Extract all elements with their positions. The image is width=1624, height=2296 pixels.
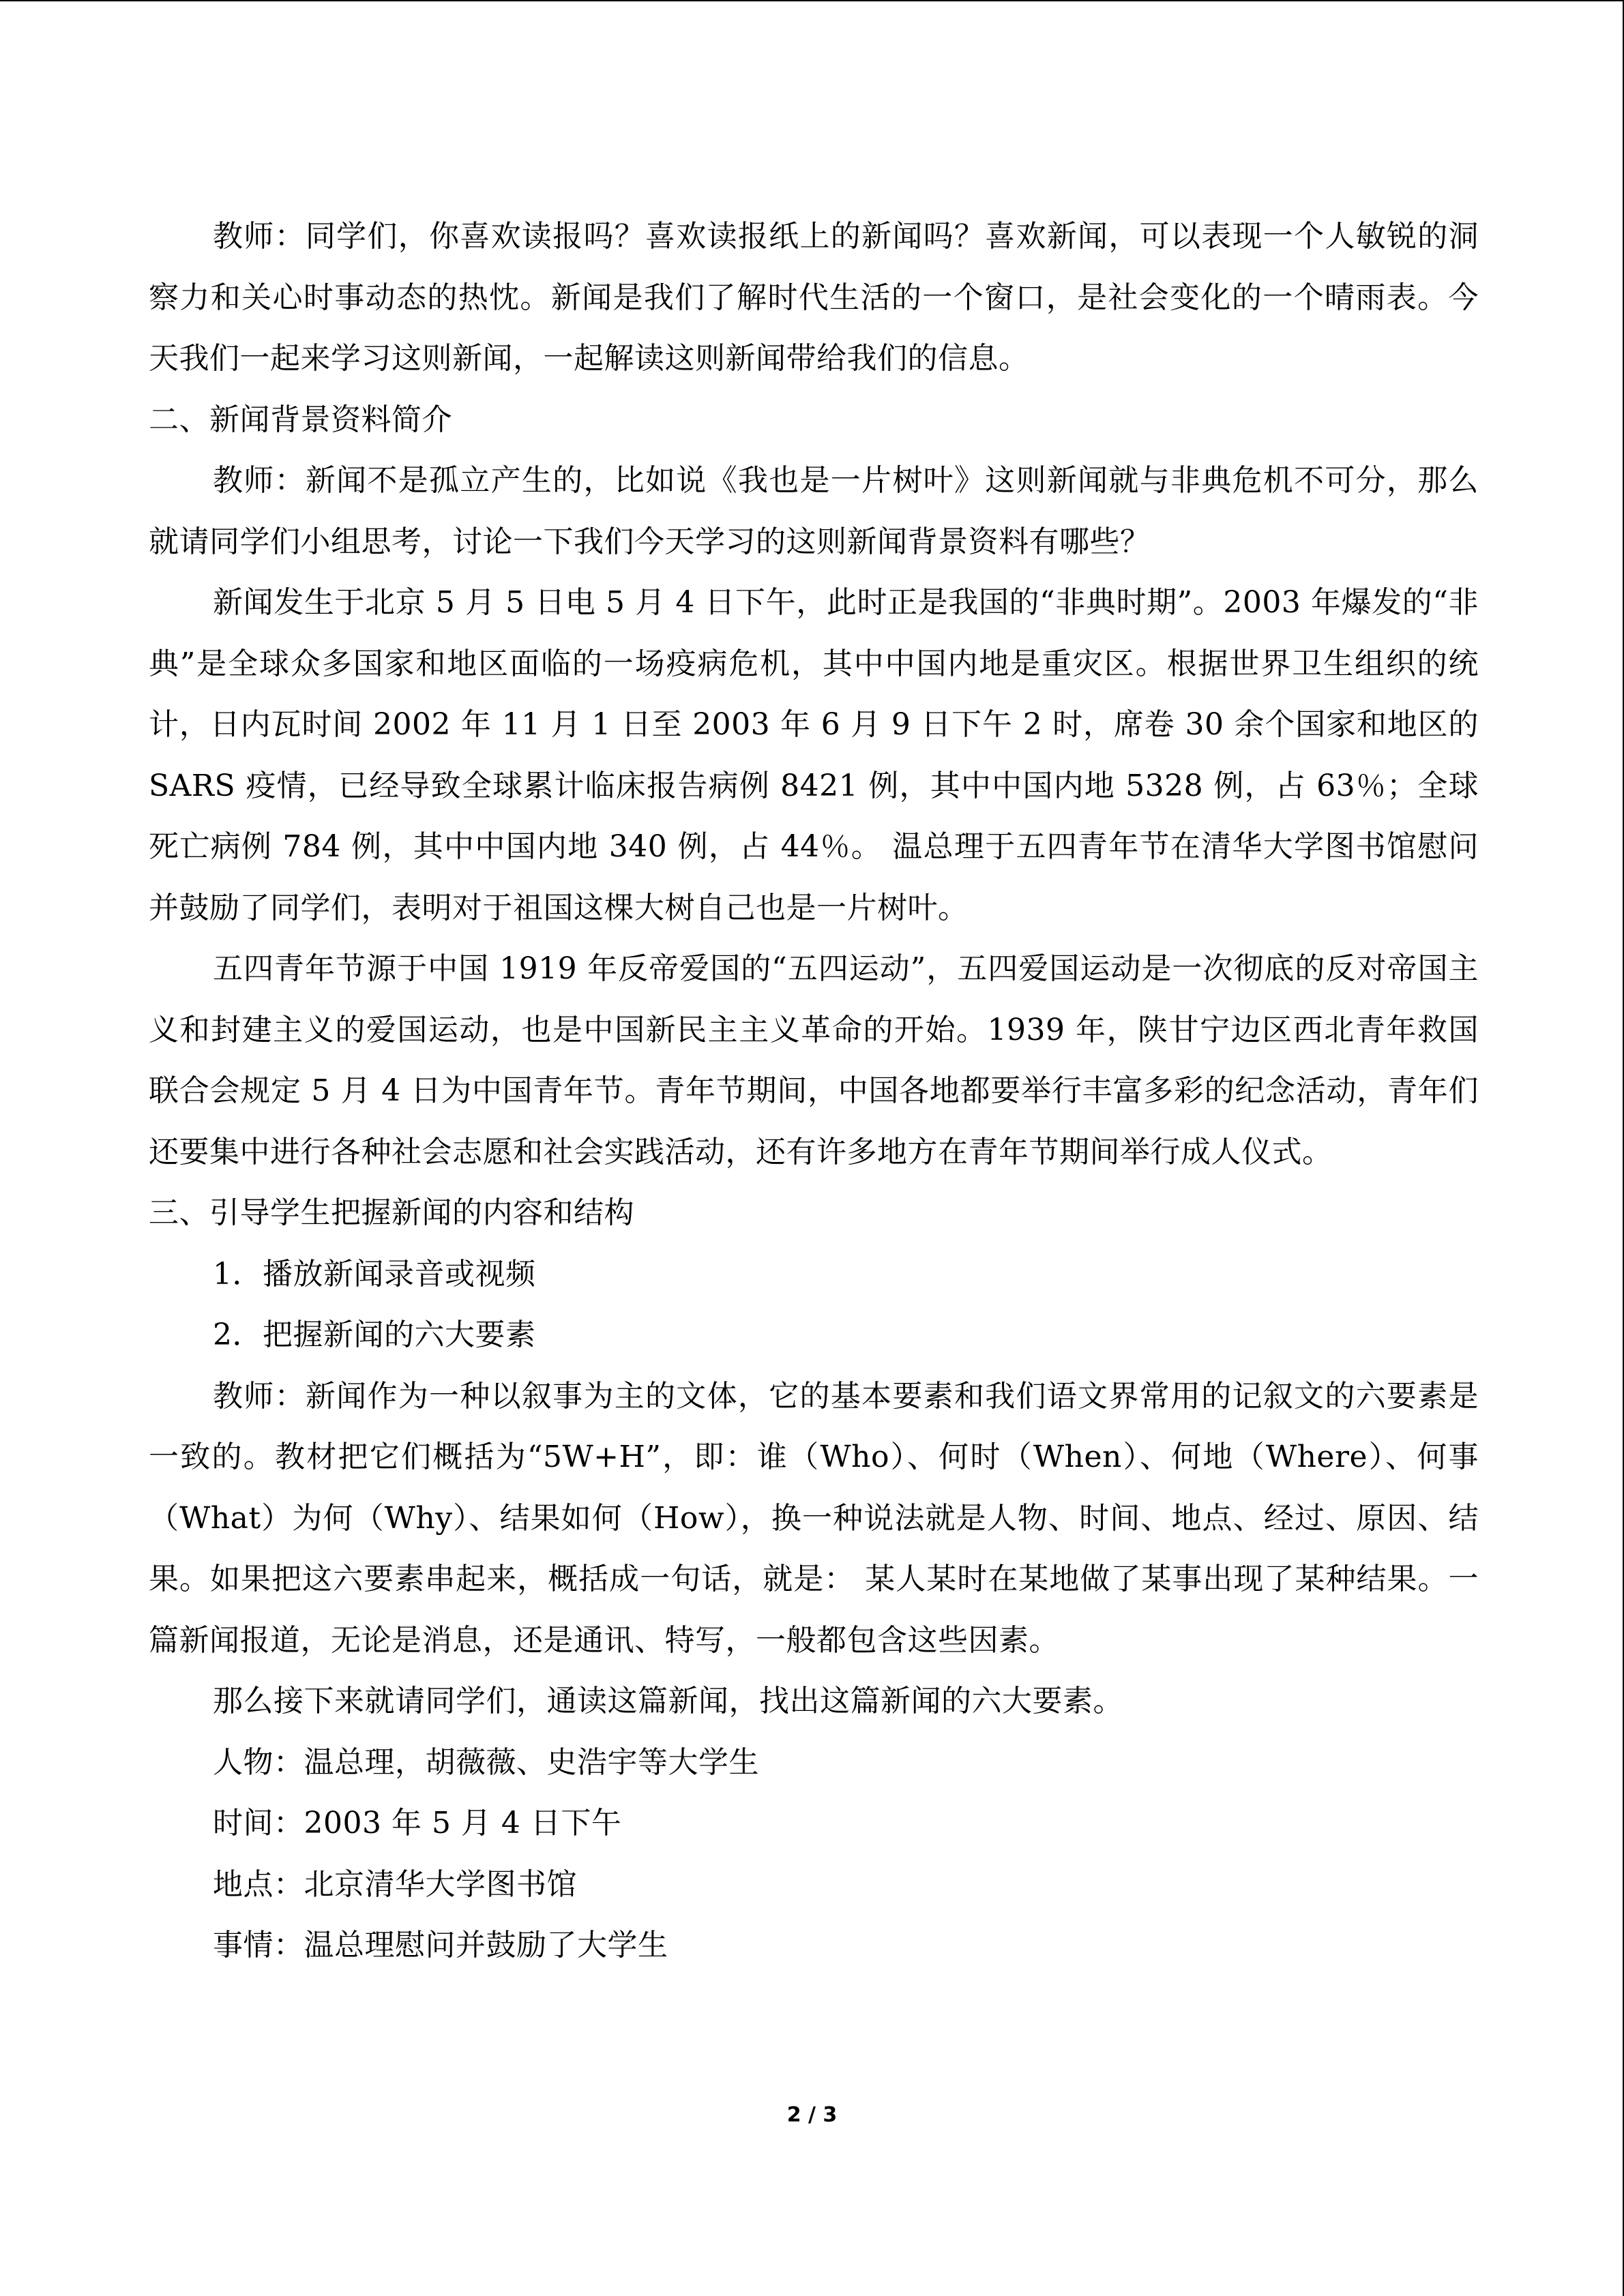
paragraph-teacher-intro: 教师：同学们，你喜欢读报吗？喜欢读报纸上的新闻吗？喜欢新闻，可以表现一个人敏锐的洞察力和关心时事动态的热忱。新闻是我们了解时代生活的一个窗口，是社会变化的一个晴雨表。今天我们一起来学习这则新闻，一起解读这则新闻带给我们的信息。 [149, 219, 1479, 376]
paragraph-news-background: 新闻发生于北京 5 月 5 日电 5 月 4 日下午，此时正是我国的“非典时期”。2003 年爆发的“非典”是全球众多国家和地区面临的一场疫病危机，其中中国内地是重灾区。根据世界卫生组织的统计，日内瓦时间 2002 年 11 月 1 日至 2003 年 6 月 9 日下午 2 时，席卷 30 余个国家和地区的 SARS 疫情，已经导致全球累计临床报告病例 8421 例，其中中国内地 5328 例，占 63％；全球死亡病例 784 例，其中中国内地 340 例，占 44％。 温总理于五四青年节在清华大学图书馆慰问并鼓励了同学们，表明对于祖国这棵大树自己也是一片树叶。 [149, 585, 1479, 925]
element-event: 事情：温总理慰问并鼓励了大学生 [213, 1928, 668, 1963]
document-body [149, 206, 1479, 1976]
element-time: 时间：2003 年 5 月 4 日下午 [213, 1806, 622, 1840]
paragraph-teacher-elements: 教师：新闻作为一种以叙事为主的文体，它的基本要素和我们语文界常用的记叙文的六要素是一致的。教材把它们概括为“5W+H”，即：谁（Who）、何时（When）、何地（Where）、何事（What）为何（Why）、结果如何（How），换一种说法就是人物、时间、地点、经过、原因、结果。如果把这六要素串起来，概括成一句话，就是： 某人某时在某地做了某事出现了某种结果。一篇新闻报道，无论是消息，还是通讯、特写，一般都包含这些因素。 [149, 1378, 1479, 1658]
element-place: 地点：北京清华大学图书馆 [213, 1866, 577, 1902]
list-item-play-news: 1．播放新闻录音或视频 [213, 1256, 536, 1292]
element-people: 人物：温总理，胡薇薇、史浩宇等大学生 [213, 1744, 759, 1780]
section-heading-background: 二、新闻背景资料简介 [149, 402, 452, 437]
paragraph-instruction: 那么接下来就请同学们，通读这篇新闻，找出这篇新闻的六大要素。 [213, 1684, 1123, 1718]
page-number: 2 / 3 [786, 2103, 838, 2127]
list-item-six-elements: 2．把握新闻的六大要素 [213, 1317, 536, 1352]
paragraph-teacher-background: 教师：新闻不是孤立产生的，比如说《我也是一片树叶》这则新闻就与非典危机不可分，那么就请同学们小组思考，讨论一下我们今天学习的这则新闻背景资料有哪些？ [149, 463, 1479, 559]
paragraph-youth-day: 五四青年节源于中国 1919 年反帝爱国的“五四运动”，五四爱国运动是一次彻底的反对帝国主义和封建主义的爱国运动，也是中国新民主主义革命的开始。1939 年，陕甘宁边区西北青年救国联合会规定 5 月 4 日为中国青年节。青年节期间，中国各地都要举行丰富多彩的纪念活动，青年们还要集中进行各种社会志愿和社会实践活动，还有许多地方在青年节期间举行成人仪式。 [149, 951, 1479, 1169]
section-heading-content-structure: 三、引导学生把握新闻的内容和结构 [149, 1195, 634, 1230]
